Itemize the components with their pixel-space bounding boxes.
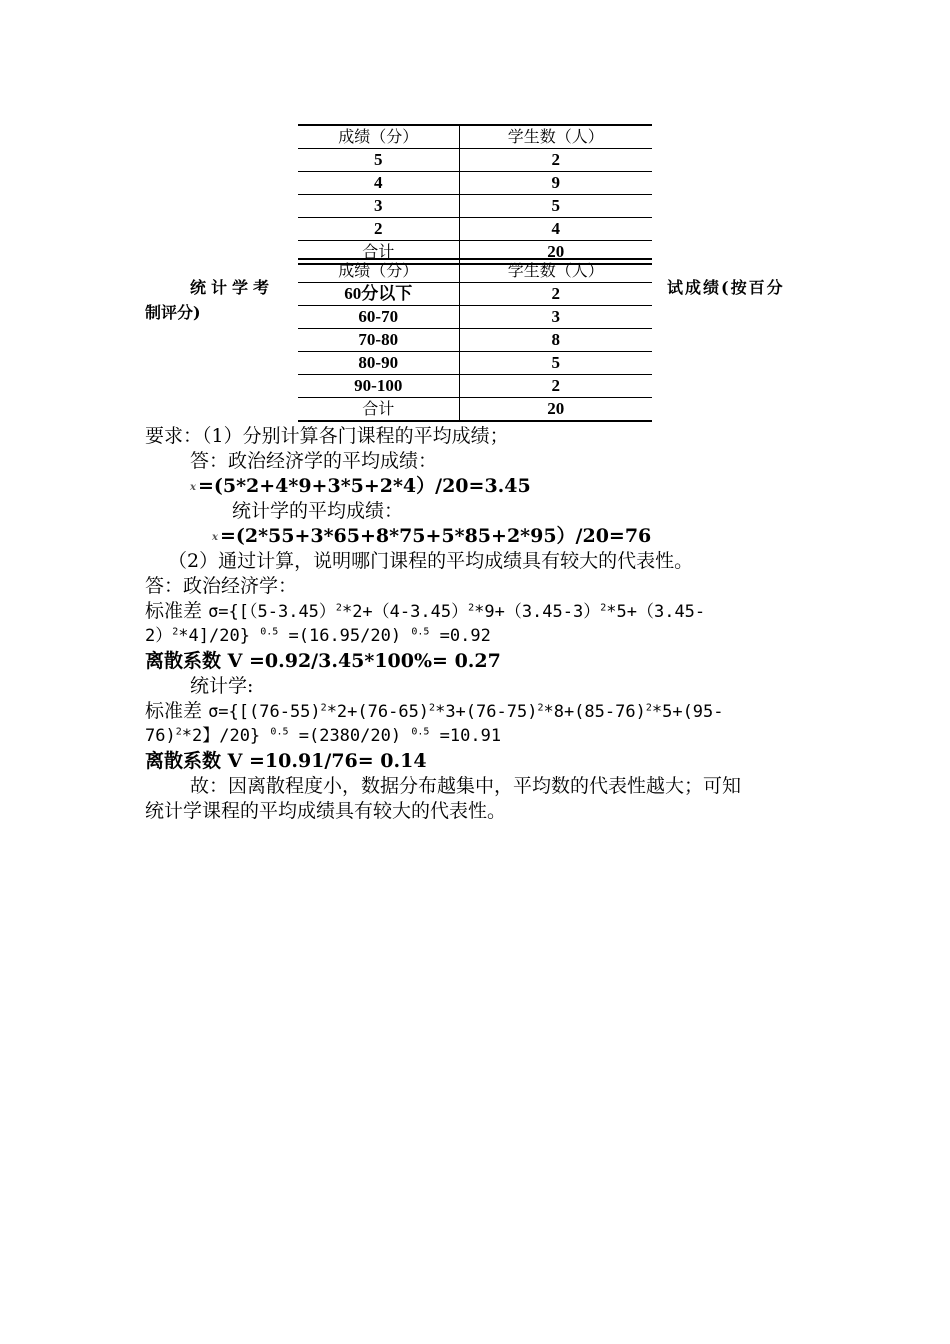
coefficient-of-variation-statistics: 离散系数 V =10.91/76= 0.14	[145, 750, 427, 772]
table-row	[298, 218, 652, 241]
requirement-2: （2）通过计算，说明哪门课程的平均成绩具有较大的代表性。	[168, 550, 694, 572]
mean-formula-political-economy: x =(5*2+4*9+3*5+2*4）/20=3.45	[190, 475, 531, 497]
std-dev-formula-political-economy-cont: 2）$^2$*4]/20} $^{0.5}$ =(16.95/20) $^{0.5}$ =0.92	[145, 626, 491, 646]
table-cell: 20	[459, 398, 652, 422]
table-header-cell: 学生数（人）	[459, 259, 652, 283]
table-cell: 合计	[298, 398, 459, 422]
table-cell: 60分以下	[298, 283, 459, 306]
table-total-row	[298, 398, 652, 422]
table-cell: 3	[459, 306, 652, 329]
table-cell: 2	[459, 149, 652, 172]
table-cell: 80-90	[298, 352, 459, 375]
table-cell: 5	[459, 352, 652, 375]
table-header-row	[298, 125, 652, 149]
table-cell: 合计	[298, 241, 459, 265]
answer-2-heading: 答：政治经济学：	[145, 575, 298, 597]
table-row	[298, 329, 652, 352]
std-dev-formula-statistics-cont: 76)$^2$*2】/20} $^{0.5}$ =(2380/20) $^{0.5}$ =10.91	[145, 726, 502, 746]
table-row	[298, 352, 652, 375]
statistics-mean-label: 统计学的平均成绩：	[232, 500, 404, 522]
table-caption-left: 统计学考	[190, 278, 275, 297]
table-cell: 4	[298, 172, 459, 195]
std-dev-formula-statistics: 标准差 $\sigma=\{[(76-55)^2*2+(76-65)^2*3+(76-75)^2*8+(85-76)^2*5+(95-$	[145, 700, 724, 722]
table-header-cell: 成绩（分）	[298, 125, 459, 149]
x-bar-symbol: x	[212, 532, 218, 543]
statistics-score-table	[298, 258, 652, 422]
table-cell: 2	[459, 375, 652, 398]
statistics-heading: 统计学:	[190, 675, 254, 697]
conclusion-line-1: 故：因离散程度小，数据分布越集中，平均数的代表性越大；可知	[190, 775, 742, 797]
table-cell: 5	[298, 149, 459, 172]
table-cell: 9	[459, 172, 652, 195]
table-cell: 70-80	[298, 329, 459, 352]
political-economy-score-table	[298, 124, 652, 265]
x-bar-symbol: x	[190, 482, 196, 493]
table-caption-continued: 制评分)	[145, 303, 201, 322]
table-row	[298, 375, 652, 398]
table-cell: 5	[459, 195, 652, 218]
table-cell: 3	[298, 195, 459, 218]
coefficient-of-variation-political-economy: 离散系数 V =0.92/3.45*100%= 0.27	[145, 650, 501, 672]
mean-formula-statistics: x =(2*55+3*65+8*75+5*85+2*95）/20=76	[212, 525, 652, 547]
table-header-cell: 成绩（分）	[298, 259, 459, 283]
table-row	[298, 172, 652, 195]
table-header-cell: 学生数（人）	[459, 125, 652, 149]
table-row	[298, 306, 652, 329]
table-cell: 2	[459, 283, 652, 306]
answer-1-heading: 答：政治经济学的平均成绩：	[190, 450, 438, 472]
table-row	[298, 283, 652, 306]
table-cell: 90-100	[298, 375, 459, 398]
conclusion-line-2: 统计学课程的平均成绩具有较大的代表性。	[145, 800, 507, 822]
table-cell: 60-70	[298, 306, 459, 329]
table-cell: 8	[459, 329, 652, 352]
table-cell: 2	[298, 218, 459, 241]
table-row	[298, 149, 652, 172]
table-header-row	[298, 259, 652, 283]
requirement-1: 要求：（1）分别计算各门课程的平均成绩；	[145, 425, 509, 447]
table-cell: 4	[459, 218, 652, 241]
table-row	[298, 195, 652, 218]
std-dev-formula-political-economy: 标准差 $\sigma=\{[(5-3.45)^2*2+(4-3.45)^2*9+(3.45-3)^2*5+(3.45-$	[145, 600, 706, 622]
table-cell: 20	[459, 241, 652, 265]
table-caption-right: 试成绩(按百分	[667, 278, 785, 297]
